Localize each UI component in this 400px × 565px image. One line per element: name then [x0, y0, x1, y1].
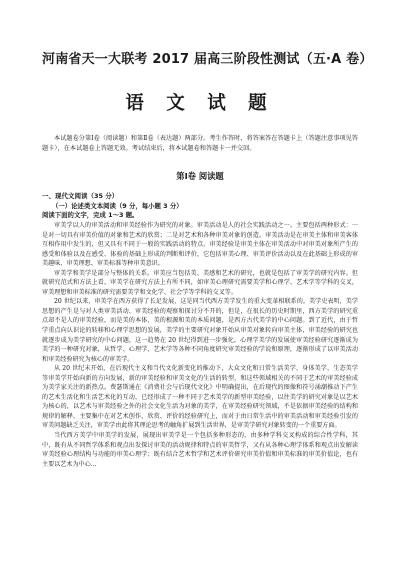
subject-title: 语 文 试 题 — [125, 93, 275, 114]
exam-title: 河南省天一大联考 2017 届高三阶段性测试（五·A 卷） — [42, 52, 373, 67]
reading-prompt: 阅读下面的文字，完成 1～3 题。 — [42, 211, 139, 220]
article-paragraph: 从 20 世纪末开始，在后现代主义和当代文化新变化的推动下，大众文化和日常生活美学、身体美学、生态美学等审美学开始向新的方向发展，新的审美经验和审美文化的生活的转型，和这些领域相关的不同于艺术的审美经验成为美学家关注的新热点。费瑟斯通在《消费社会与后现代文化》中明确提出，在后现代的图像和符号涌潮推动下产生的艺术生活化和生活艺术化的互动，已经形成了一种不同于艺术美学的新型审美经验，以往美学的研究对象是以艺术为核心的，以艺术与审美经验之外的社会文化生活为对象的美学，在审美经验研究领域，不是依据审美经验的结构和规律的解释，主要集中在对艺术创作、欣赏、评价的经验研究上，而对于由日常生活中的审美活动和审美经验引发的审美问题缺乏关注，审美学由此将其理论思考的触角扩展到生活世界，是审美学研究对象转变的一个重要方面。 — [42, 365, 358, 430]
article-paragraph: 20 世纪以来，审美学在西方获得了长足发展，这是同当代西方美学发生的重大变革相联系的。美学史表明，美学思想的产生是与对人类审美活动、审美经验的观察和探讨分不开的，但是，在很长的历史时期里，西方美学的研究重点却不是人的审美经验，而是美的本体、美的根源和美的本质问题，是西方古代美学的中心问题。到了近代，由于哲学重点向认识论的转移和心理学思想的发展，美学的主要研究对象开始从审美对象转向审美主体，审美经验的研究也就逐步成为美学研究的中心问题，这一趋势在 20 世纪得到进一步强化。心理学美学的发展使审美经验研究逐渐成为美学的一种研究对象，从哲学、心理学、艺术学等各种不同角度研究审美经验的学说和原理，逐渐形成了以审美活动和审美经验研究为核心的审美学。 — [42, 298, 358, 363]
part1-sub-heading: （一）论述类文本阅读（9 分，每小题 3 分） — [52, 201, 183, 210]
article-paragraph: 审美学以人的审美活动和审美经验作为研究的对象。审美活动是人的社会实践活动之一。主要包括两种形式：一是对一切具有审美价值的对象和艺术的欣赏；二是对艺术和各种审美对象的创造。审美活动是在审美主体和审美客体互相作用中发生的，但又具有不同于一般的实践活动的特点。审美经验是审美主体在审美活动中对审美对象所产生的感受和体验以及在感受、体验的基础上形成的判断和评价，它包括审美心理、审美评价活动以及在此基础上形成的审美趣味、审美理想、审美标准等种审美意识。 — [42, 221, 358, 268]
article-paragraph: 当代西方美学中审美学的发展，展现出审美学是一个包括多种形态的、由多种学科交叉构成的综合性学科，其中，既有从不同哲学体系和观点出发探讨审美的活动规律和特点的审美哲学，又有从各种心理学体系和观点出发解读审美经验心理结构与功能的审美心理学；既有结合艺术哲学和艺术评价研究审美价值和审美标准的审美价值论，也有主要以艺术为中心... — [42, 432, 358, 468]
section-title: 第Ⅰ卷 阅读题 — [176, 171, 224, 182]
exam-instructions: 本试题卷分第Ⅰ卷（阅读题）和第Ⅱ卷（表达题）两部分。考生作答时，将答案答在答题卡上（答题注意事项见答题卡），在本试题卷上答题无效。考试结束后，将本试题卷和答题卡一并交回。 — [42, 135, 358, 152]
article-paragraph: 审美学和美学是部分与整体的关系。审美应当包括美、美感和艺术的研究，也就是包括了审美学的研究内容。但就研究范式和方法上看，审美学在研究方法上有所不同，如审美心理研究需要美学和心理学、艺术学等学科的交叉，审美理想和审美标准的研究需要美学和文化学、社会学等学科的交叉等。 — [42, 269, 358, 296]
part1-heading: 一、现代文阅读（35 分） — [42, 192, 119, 201]
